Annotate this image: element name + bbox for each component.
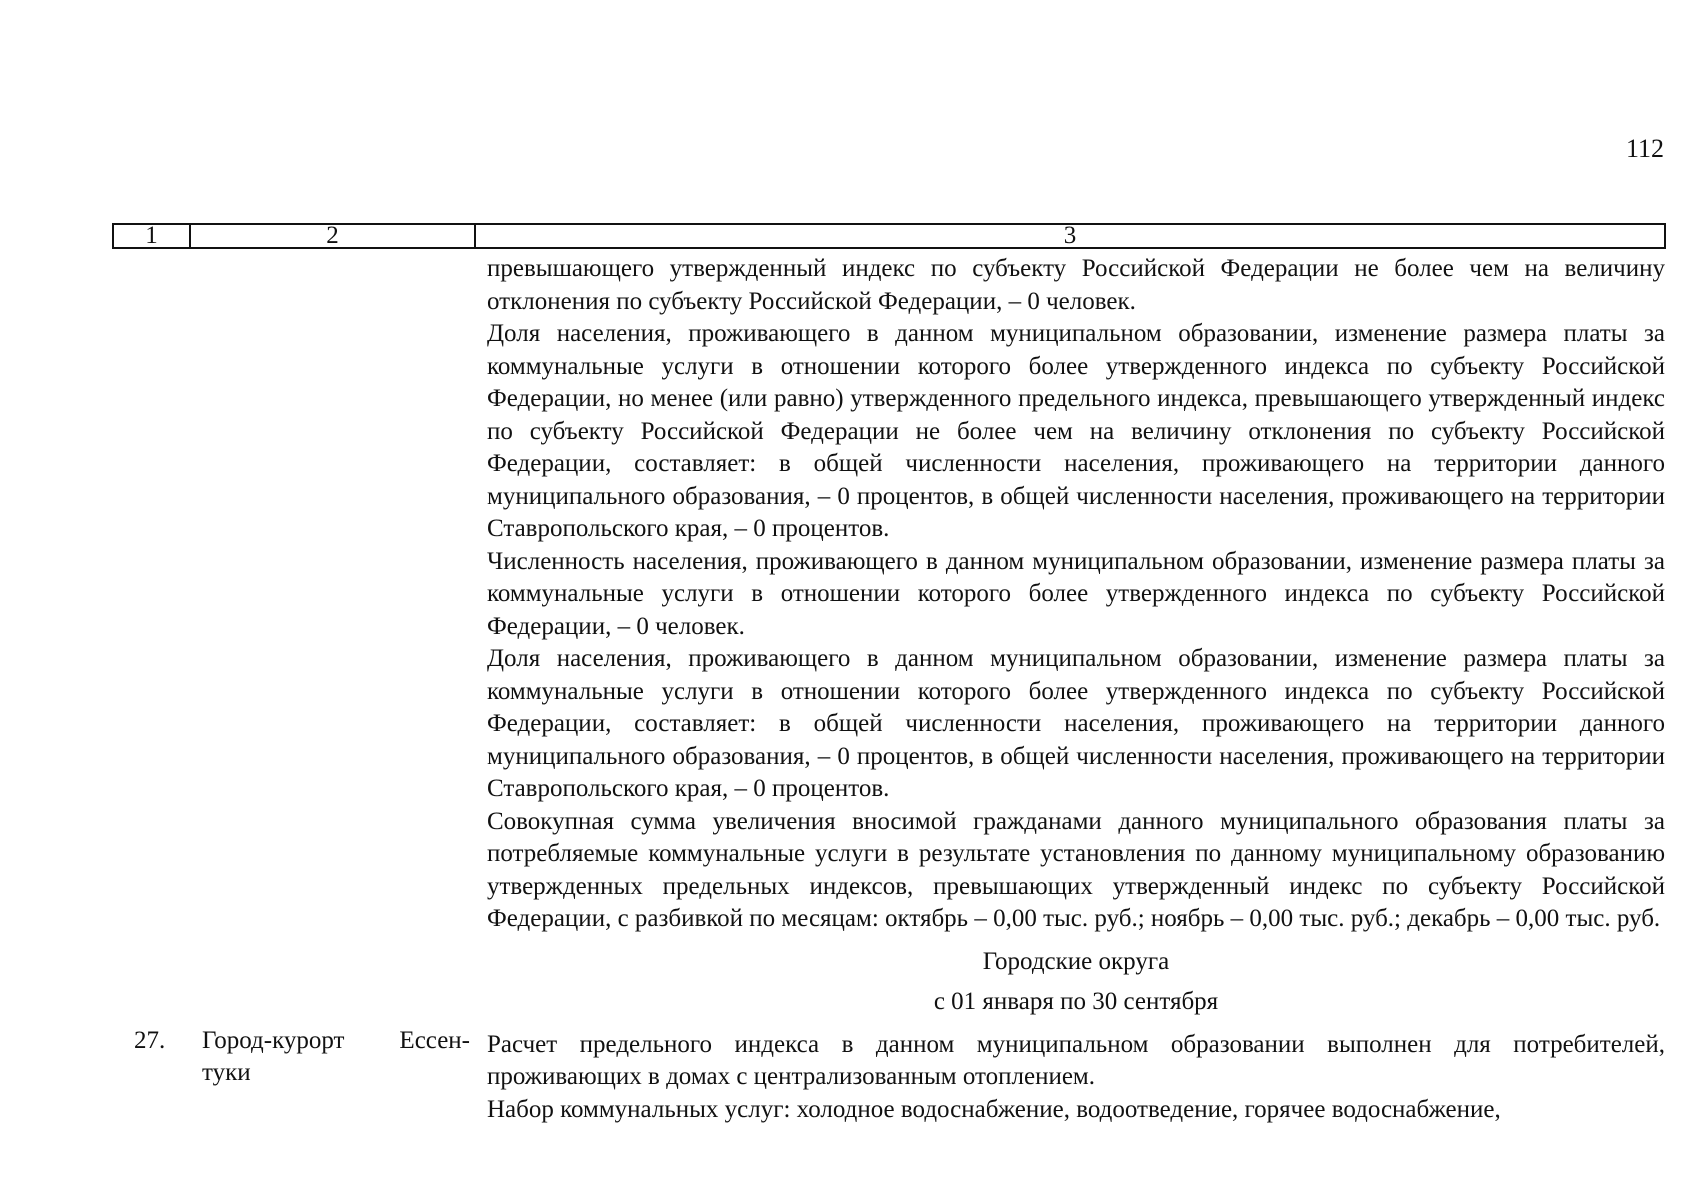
paragraph: Численность населения, проживающего в данном муниципальном образовании, изменение размера платы за коммунальные услуги в отношении которого более утвержденного индекса по субъекту Российской Федерации, – 0 человек. [487,547,1665,640]
period-heading: с 01 января по 30 сентября [933,988,1219,1015]
paragraph: Набор коммунальных услуг: холодное водоснабжение, водоотведение, горячее водоснабжение, [487,1095,1501,1123]
page-number: 112 [1625,134,1664,163]
entry-name [202,1025,470,1089]
entry-name-part: Город-курорт [202,1027,345,1054]
paragraph: Расчет предельного индекса в данном муниципальном образовании выполнен для потребителей, проживающих в домах с централизованным отоплением. [487,1030,1665,1090]
table-header-col-2: 2 [191,225,476,247]
section-heading: Городские округа [982,947,1170,975]
table-header-col-3: 3 [1063,222,1077,249]
paragraph: Доля населения, проживающего в данном муниципальном образовании, изменение размера платы за коммунальные услуги в отношении которого более утвержденного индекса по субъекту Российской Федерации, составляет: в общей численности населения, проживающего на территории данного муниципального образования, – 0 процентов, в общей численности населения, проживающего на территории Ставропольского края, – 0 процентов. [487,645,1665,802]
paragraph: Доля населения, проживающего в данном муниципальном образовании, изменение размера платы за коммунальные услуги в отношении которого более утвержденного индекса по субъекту Российской Федерации, но менее (или равно) утвержденного предельного индекса, превышающего утвержденный индекс по субъекту Российской Федерации не более чем на величину отклонения по субъекту Российской Федерации, составляет: в общей численности населения, проживающего на территории данного муниципального образования, – 0 процентов, в общей численности населения, проживающего на территории Ставропольского края, – 0 процентов. [487,320,1665,542]
entry-name-part: туки [202,1059,251,1086]
paragraph: Совокупная сумма увеличения вносимой гражданами данного муниципального образования платы за потребляемые коммунальные услуги в результате установления по данному муниципальному образованию утвержденных предельных индексов, превышающих утвержденный индекс по субъекту Российской Федерации, с разбивкой по месяцам: октябрь – 0,00 тыс. руб.; ноябрь – 0,00 тыс. руб.; декабрь – 0,00 тыс. руб. [487,807,1665,932]
paragraph: превышающего утвержденный индекс по субъекту Российской Федерации не более чем на величину отклонения по субъекту Российской Федерации, – 0 человек. [487,255,1665,315]
table-header-row [112,223,1666,249]
table-header-col-1: 1 [114,225,191,247]
entry-number: 27. [134,1027,166,1054]
entry-name-part: Ессен- [399,1027,470,1054]
main-text-column [487,253,1665,1126]
